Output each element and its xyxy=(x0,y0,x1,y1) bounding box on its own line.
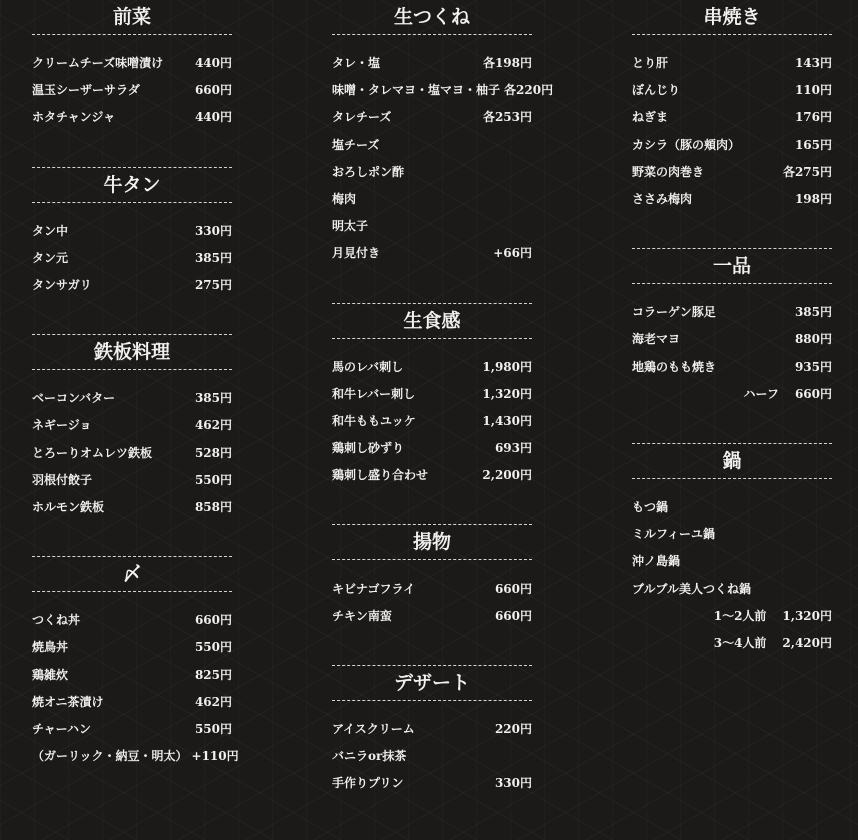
menu-item-name: バニラor抹茶 xyxy=(332,749,407,764)
menu-section xyxy=(632,226,832,421)
section-title: 生食感 xyxy=(403,309,461,332)
menu-section xyxy=(32,145,232,313)
menu-item-price: 880円 xyxy=(794,332,832,347)
menu-item xyxy=(332,49,532,76)
menu-item-name: キビナゴフライ xyxy=(332,581,416,596)
menu-item xyxy=(332,602,532,629)
menu-item-name: 沖ノ島鍋 xyxy=(632,554,681,569)
menu-item-name: 明太子 xyxy=(332,219,369,234)
menu-item xyxy=(332,434,532,461)
menu-item xyxy=(332,353,532,380)
menu-item-name: ホルモン鉄板 xyxy=(32,499,105,514)
menu-item-price: 1,430円 xyxy=(482,413,532,428)
menu-item-name: カシラ（豚の頬肉） xyxy=(632,137,741,152)
section-title: 〆 xyxy=(122,563,142,586)
section-gap xyxy=(632,421,832,443)
section-title: 一品 xyxy=(712,255,751,278)
menu-item-price: 550円 xyxy=(194,472,232,487)
menu-item xyxy=(32,742,239,769)
menu-item-list xyxy=(32,592,239,783)
menu-item xyxy=(32,76,232,103)
menu-item-price: 385円 xyxy=(794,305,832,320)
menu-item-list xyxy=(632,479,832,670)
menu-item-name: 焼鳥丼 xyxy=(32,640,69,655)
menu-item-list xyxy=(332,560,532,642)
menu-item-name: チャーハン xyxy=(32,721,92,736)
menu-item-name: 焼オニ茶漬け xyxy=(32,694,104,709)
menu-item xyxy=(332,76,554,103)
menu-item-name: おろしポン酢 xyxy=(332,164,405,179)
menu-item xyxy=(32,715,232,742)
menu-item-name: 和牛ももユッケ xyxy=(332,413,416,428)
menu-item-list xyxy=(332,701,532,811)
menu-item xyxy=(632,353,832,380)
menu-item xyxy=(32,466,232,493)
menu-item-list xyxy=(32,35,232,145)
menu-item-list xyxy=(32,370,232,534)
menu-item-price: 550円 xyxy=(194,721,232,736)
section-gap xyxy=(32,145,232,167)
menu-item-price: 各198円 xyxy=(482,56,532,71)
menu-item xyxy=(332,407,532,434)
menu-item-price: 1,980円 xyxy=(482,359,532,374)
menu-item-price: 各253円 xyxy=(482,110,532,125)
menu-item-price: 110円 xyxy=(794,83,832,98)
menu-item-price: +66円 xyxy=(493,246,532,261)
menu-item-price: 660円 xyxy=(194,83,232,98)
menu-section xyxy=(332,643,532,811)
section-gap xyxy=(332,502,532,524)
menu-item xyxy=(32,493,232,520)
menu-item-name: 味噌・タレマヨ・塩マヨ・柚子 xyxy=(332,83,501,98)
menu-item xyxy=(332,380,532,407)
menu-item-price: 2,420円 xyxy=(782,635,832,650)
menu-item-name: ホタチャンジャ xyxy=(32,110,116,125)
menu-item-list xyxy=(332,339,532,503)
menu-item xyxy=(632,158,832,185)
menu-item-price: 220円 xyxy=(494,721,532,736)
menu-column-3 xyxy=(632,0,832,670)
menu-item xyxy=(632,574,832,601)
menu-item xyxy=(32,217,232,244)
menu-item xyxy=(32,660,232,687)
section-title: 揚物 xyxy=(412,531,451,554)
menu-item-price: 660円 xyxy=(494,581,532,596)
menu-item-price: 1,320円 xyxy=(782,608,832,623)
menu-item-price: 825円 xyxy=(194,667,232,682)
menu-item xyxy=(332,574,532,601)
menu-item-price: 440円 xyxy=(194,56,232,71)
menu-item-price: 165円 xyxy=(794,137,832,152)
menu-section xyxy=(632,0,832,226)
menu-item-name: 手作りプリン xyxy=(332,776,404,791)
menu-item-name: 塩チーズ xyxy=(332,137,380,152)
menu-item-name: 鶏刺し砂ずり xyxy=(332,441,405,456)
menu-item-price: 935円 xyxy=(794,359,832,374)
menu-item xyxy=(632,185,832,212)
section-gap xyxy=(32,534,232,556)
menu-item-name: ミルフィーユ鍋 xyxy=(632,527,716,542)
menu-item xyxy=(332,461,532,488)
menu-item xyxy=(32,103,232,130)
menu-item-name: ささみ梅肉 xyxy=(632,192,693,207)
menu-item-price: 1,320円 xyxy=(482,386,532,401)
section-gap xyxy=(632,226,832,248)
menu-item-price: 858円 xyxy=(194,499,232,514)
menu-item xyxy=(632,298,832,325)
menu-item-name: タンサガリ xyxy=(32,278,92,293)
menu-item-price: 385円 xyxy=(194,250,232,265)
menu-item xyxy=(632,49,832,76)
menu-item-name: とろーりオムレツ鉄板 xyxy=(32,445,153,460)
menu-item-price: 143円 xyxy=(794,56,832,71)
menu-item-price: 693円 xyxy=(494,441,532,456)
menu-item-name: ハーフ xyxy=(743,386,779,401)
menu-column-1 xyxy=(32,0,239,783)
menu-item xyxy=(632,493,832,520)
menu-item-name: 野菜の肉巻き xyxy=(632,164,705,179)
menu-item xyxy=(632,602,832,629)
section-title: 串焼き xyxy=(703,6,761,28)
menu-item-name: 海老マヨ xyxy=(632,332,681,347)
menu-item-price: 330円 xyxy=(194,223,232,238)
menu-item xyxy=(32,271,232,298)
menu-item-name: （ガーリック・納豆・明太） xyxy=(32,749,188,764)
menu-item xyxy=(32,244,232,271)
menu-item-name: 地鶏のもも焼き xyxy=(632,359,717,374)
menu-section xyxy=(32,312,232,534)
menu-item-name: アイスクリーム xyxy=(332,721,415,736)
menu-item-price: 550円 xyxy=(194,640,232,655)
menu-item-name: 梅肉 xyxy=(332,192,357,207)
menu-item-price: 660円 xyxy=(194,613,232,628)
menu-item xyxy=(332,239,532,266)
menu-item-name: チキン南蛮 xyxy=(332,608,392,623)
menu-item xyxy=(332,742,532,769)
menu-item xyxy=(32,688,232,715)
menu-section xyxy=(32,0,232,145)
menu-item-name: タレチーズ xyxy=(332,110,392,125)
menu-item-name: つくね丼 xyxy=(32,613,81,628)
menu-item-list xyxy=(632,284,832,421)
section-title: 前菜 xyxy=(112,6,151,28)
menu-item-list xyxy=(332,35,554,281)
menu-item-name: 馬のレバ刺し xyxy=(332,359,404,374)
menu-item-price: 440円 xyxy=(194,110,232,125)
menu-item xyxy=(32,49,232,76)
menu-item xyxy=(632,76,832,103)
menu-item xyxy=(32,411,232,438)
menu-item-price: +110円 xyxy=(191,749,239,764)
menu-item-name: 鶏刺し盛り合わせ xyxy=(332,468,429,483)
menu-item-name: もつ鍋 xyxy=(632,499,669,514)
menu-item-price: 660円 xyxy=(494,608,532,623)
menu-item-name: 温玉シーザーサラダ xyxy=(32,83,140,98)
menu-item xyxy=(632,380,832,407)
section-title: 鉄板料理 xyxy=(93,341,170,364)
menu-item xyxy=(632,325,832,352)
menu-item xyxy=(632,629,832,656)
menu-item-name: タン元 xyxy=(32,250,69,265)
menu-item-name: 鶏雑炊 xyxy=(32,667,69,682)
menu-item xyxy=(632,547,832,574)
menu-item-list xyxy=(632,35,832,226)
menu-item-price: 各275円 xyxy=(782,164,832,179)
menu-section xyxy=(32,534,239,783)
menu-item-name: 1〜2人前 xyxy=(713,608,767,623)
menu-section xyxy=(332,0,554,281)
menu-item-price: 275円 xyxy=(194,278,232,293)
menu-item xyxy=(332,212,532,239)
menu-item-name: ねぎま xyxy=(632,110,669,125)
menu-item-name: 月見付き xyxy=(332,246,381,261)
section-gap xyxy=(332,281,532,303)
menu-item xyxy=(332,185,532,212)
menu-item-name: 3〜4人前 xyxy=(713,635,767,650)
menu-item xyxy=(332,769,532,796)
menu-item-name: 羽根付餃子 xyxy=(32,472,93,487)
menu-item-name: タレ・塩 xyxy=(332,56,381,71)
section-title: 鍋 xyxy=(722,449,742,472)
menu-item-price: 198円 xyxy=(794,192,832,207)
menu-section xyxy=(332,281,532,503)
menu-item-name: 和牛レバー刺し xyxy=(332,386,416,401)
menu-item-name: クリームチーズ味噌漬け xyxy=(32,56,164,71)
section-title: デザート xyxy=(393,671,470,694)
menu-item xyxy=(32,633,232,660)
menu-column-2 xyxy=(332,0,554,810)
menu-item-name: ネギージョ xyxy=(32,418,92,433)
menu-item-name: タン中 xyxy=(32,223,69,238)
menu-item xyxy=(332,715,532,742)
menu-item-list xyxy=(32,203,232,313)
menu-item xyxy=(32,606,232,633)
menu-item xyxy=(332,158,532,185)
menu-item xyxy=(32,439,232,466)
menu-item-price: 462円 xyxy=(194,418,232,433)
section-gap xyxy=(332,643,532,665)
menu-item-price: 176円 xyxy=(794,110,832,125)
menu-item xyxy=(332,103,532,130)
menu-item xyxy=(32,384,232,411)
menu-item-price: 462円 xyxy=(194,694,232,709)
menu-item-name: とり肝 xyxy=(632,56,669,71)
menu-item xyxy=(332,131,532,158)
menu-item xyxy=(632,520,832,547)
menu-item-name: ブルブル美人つくね鍋 xyxy=(632,581,752,596)
menu-item-name: コラーゲン豚足 xyxy=(632,305,716,320)
menu-item-price: 330円 xyxy=(494,776,532,791)
menu-item xyxy=(632,103,832,130)
menu-item-name: ベーコンバター xyxy=(32,391,116,406)
menu-item-price: 528円 xyxy=(194,445,232,460)
menu-item-price: 385円 xyxy=(194,391,232,406)
menu-item-name: ぼんじり xyxy=(632,83,681,98)
section-gap xyxy=(32,312,232,334)
menu-item-price: 各220円 xyxy=(504,83,554,98)
menu-item-price: 660円 xyxy=(794,386,832,401)
menu-section xyxy=(632,421,832,670)
section-title: 生つくね xyxy=(393,6,470,28)
section-title: 牛タン xyxy=(103,173,161,196)
menu-item xyxy=(632,131,832,158)
menu-item-price: 2,200円 xyxy=(482,468,532,483)
menu-section xyxy=(332,502,532,642)
